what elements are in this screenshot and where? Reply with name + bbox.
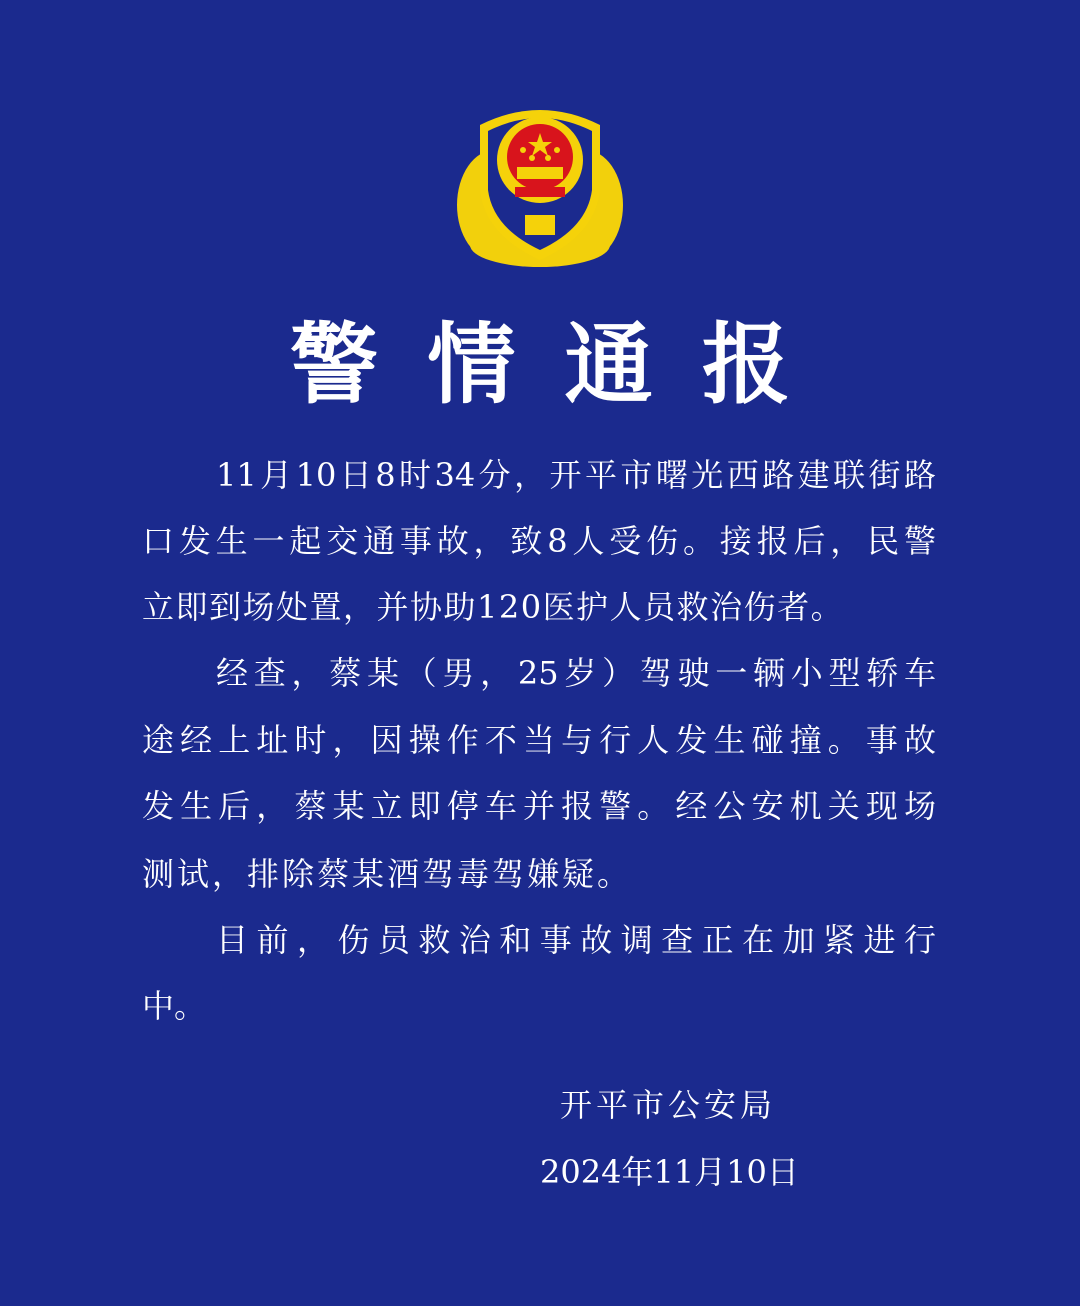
paragraph-3-line-2: 中。 — [142, 987, 207, 1025]
page-title: 警情通报 — [290, 313, 790, 416]
issuer-name: 开平市公安局 — [560, 1086, 777, 1124]
paragraph-2-line-4: 测试，排除蔡某酒驾毒驾嫌疑。 — [142, 855, 633, 893]
paragraph-2-line-1: 经查，蔡某（男，25岁）驾驶一辆小型轿车 — [216, 654, 936, 692]
paragraph-1-line-3: 立即到场处置，并协助120医护人员救治伤者。 — [142, 588, 845, 626]
paragraph-1-line-1: 11月10日8时34分，开平市曙光西路建联街路 — [216, 456, 936, 494]
paragraph-2-line-3: 发生后，蔡某立即停车并报警。经公安机关现场 — [142, 787, 936, 825]
paragraph-3-line-1: 目前，伤员救治和事故调查正在加紧进行 — [216, 921, 936, 959]
police-emblem-icon — [455, 95, 625, 270]
paragraph-2-line-2: 途经上址时，因操作不当与行人发生碰撞。事故 — [142, 721, 936, 759]
issue-date: 2024年11月10日 — [540, 1153, 799, 1191]
paragraph-1-line-2: 口发生一起交通事故，致8人受伤。接报后，民警 — [142, 522, 936, 560]
